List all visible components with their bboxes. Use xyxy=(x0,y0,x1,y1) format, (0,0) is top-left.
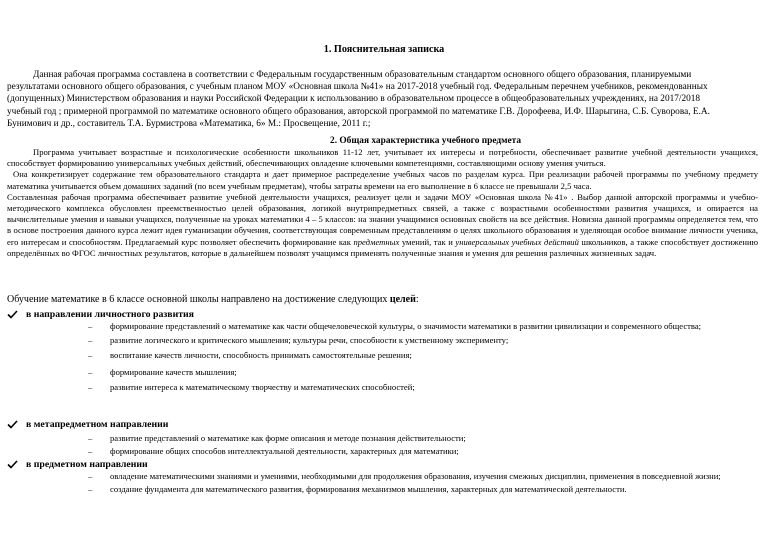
intro-paragraph xyxy=(7,69,729,130)
direction-metasubject xyxy=(7,419,758,431)
list-item xyxy=(88,382,758,393)
dash-bullet: – xyxy=(88,446,93,457)
intro-text: Данная рабочая программа составлена в соответствии с Федеральным государственным образовательным стандартом основного общего образования, планируемыми результатами основного общего образования, с учебным планом МОУ «Основная школа №41» на 2017-2018 учебный год. Федеральным перечнем учебников, рекомендованных (допущенных) Министерством образования и науки Российской Федерации к использованию в образовательном процессе в общеобразовательных учреждениях, на 2017/2018 учебный год ; примерной программой по математике основного общего образования, авторской программой по математике Г.В. Дорофеева, И.Ф. Шарыгина, С.Б. Суворова, Е.А. Бунимович и др., составитель Т.А. Бурмистрова «Математика, 6» М.: Просвещение, 2011 г.; xyxy=(7,70,710,129)
list-item-text: воспитание качеств личности, способность принимать самостоятельные решения; xyxy=(110,350,412,361)
paragraph-concretization: Она конкретизирует содержание тем образовательного стандарта и дает примерное распределение учебных часов по разделам курса. При реализации рабочей программы по учебному предмету математика учитывается объем домашних заданий (по всем учебным предметам), чтобы затраты времени на его выполнение в 6 классе не превышали 2,5 часа. xyxy=(7,169,758,191)
list-item-text: создание фундамента для математического развития, формирования механизмов мышления, характерных для математической деятельности. xyxy=(110,484,627,495)
goals-intro xyxy=(7,293,758,306)
list-item-text: формирование общих способов интеллектуальной деятельности, характерных для математики; xyxy=(110,446,459,457)
paragraph-program-development xyxy=(7,192,758,259)
direction-personal xyxy=(7,309,758,321)
list-item-text: овладение математическими знаниями и умениями, необходимыми для продолжения образования, изучения смежных дисциплин, применения в повседневной жизни; xyxy=(110,471,721,481)
goals-text: Обучение математике в 6 классе основной школы направлено на достижение следующих xyxy=(7,294,390,305)
paragraph-age-features: Программа учитывает возрастные и психологические особенности школьников 11-12 лет, учитывает их интересы и потребности, обеспечивает развитие учебной деятельности учащихся, способствует формированию универсальных учебных действий, обеспечивающих овладение ключевыми компетенциями, составляющими основу умения учиться. xyxy=(7,147,758,169)
emphasis-universal-actions: универсальных учебных действий xyxy=(455,236,579,247)
dash-bullet: – xyxy=(88,350,93,361)
dash-bullet: – xyxy=(88,335,93,346)
list-item xyxy=(88,471,758,482)
direction-subject xyxy=(7,459,758,471)
paragraph-text: умений, так и xyxy=(399,236,456,247)
list-item-text: развитие представлений о математике как форме описания и методе познания действительности; xyxy=(110,433,466,443)
characteristics-block xyxy=(7,147,758,259)
dash-bullet: – xyxy=(88,433,93,443)
list-item xyxy=(88,367,758,378)
direction-title: в метапредметном направлении xyxy=(26,419,169,430)
goals-colon: : xyxy=(415,294,419,305)
emphasis-subject: предметных xyxy=(353,236,400,247)
checkmark-icon xyxy=(7,420,18,428)
dash-bullet: – xyxy=(88,484,93,495)
list-item-text: формирование представлений о математике как части общечеловеческой культуры, о значимости математики в развитии цивилизации и современного общества; xyxy=(110,321,702,331)
checkmark-icon xyxy=(7,310,18,318)
list-item xyxy=(88,446,758,457)
dash-bullet: – xyxy=(88,471,93,481)
direction-title: в направлении личностного развития xyxy=(26,309,194,320)
goals-bold-word: целей xyxy=(389,294,416,305)
list-item xyxy=(88,335,758,346)
paragraph-text: Составленная рабочая программа обеспечивает развитие учебной деятельности учащихся, реализует цели и задачи МОУ «Основная школа №41» . Выбор данной авторской программы и учебно-методического комплекса обусловлен преемственностью целей образования, логикой внутрипредметных связей, а также с возрастными особенностями развития учащихся, и опирается на вычислительные умения и навыки учащихся, полученные на уроках математики 4 – 5 классов: на знании учащимися основных свойств на все действия. Новизна данной программы определяется тем, что в основе построения данного курса лежит идея гуманизации обучения, соответствующая современным представлениям о целях школьного образования и уделяющая особое внимание личности ученика, его интересам и способностям. Предлагаемый курс позволяет обеспечить формирование как xyxy=(7,191,758,247)
dash-bullet: – xyxy=(88,381,93,392)
dash-bullet: – xyxy=(88,366,93,377)
direction-personal-list xyxy=(88,321,758,393)
section-heading-subject-characteristics: 2. Общая характеристика учебного предмета xyxy=(330,136,522,146)
dash-bullet: – xyxy=(88,321,93,331)
section-heading-explanatory-note: 1. Пояснительная записка xyxy=(323,44,445,55)
list-item-text: формирование качеств мышления; xyxy=(110,366,237,377)
list-item xyxy=(88,350,758,361)
list-item-text: развитие интереса к математическому творчеству и математических способностей; xyxy=(110,381,415,392)
direction-metasubject-list xyxy=(88,433,758,457)
list-item xyxy=(88,484,758,495)
direction-title: в предметном направлении xyxy=(26,459,148,470)
list-item xyxy=(88,321,758,332)
checkmark-icon xyxy=(7,460,18,468)
paragraph-text: школьников, а также способствует достижению определённых во ФГОС личностных результатов, которые в дальнейшем позволят учащимся применять полученные знания и умения для решения различных жизненных задач. xyxy=(7,236,758,258)
direction-subject-list xyxy=(88,471,758,495)
list-item xyxy=(88,433,758,444)
list-item-text: развитие логического и критического мышления; культуры речи, способности к умственному эксперименту; xyxy=(110,335,509,346)
